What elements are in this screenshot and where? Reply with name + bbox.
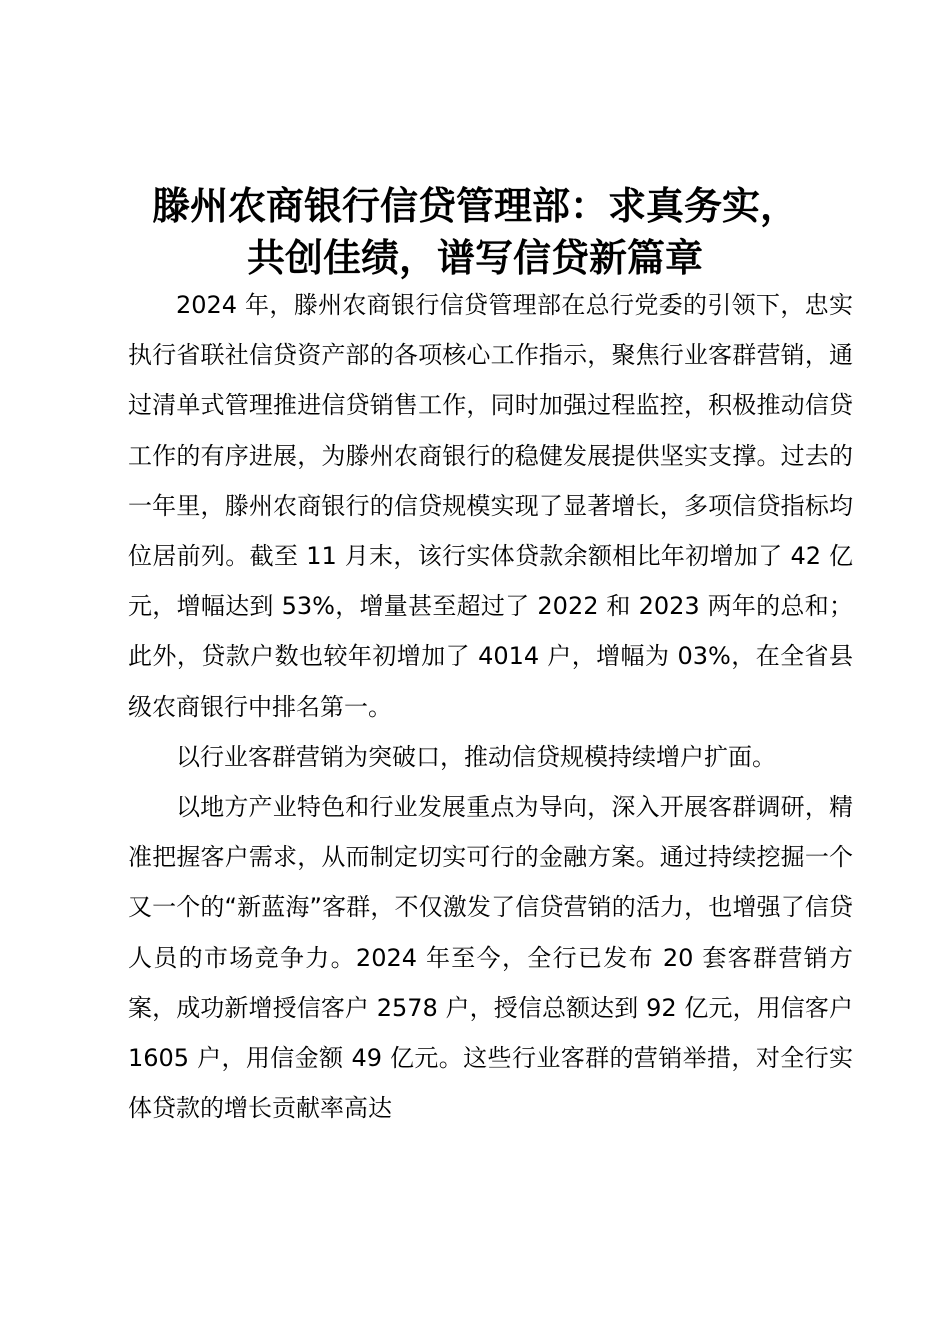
title-line-2: 共创佳绩，谱写信贷新篇章 <box>246 236 703 280</box>
paragraph-heading: 以行业客群营销为突破口，推动信贷规模持续增户扩面。 <box>176 742 776 771</box>
paragraph-overview: 2024 年，滕州农商银行信贷管理部在总行党委的引领下，忠实执行省联社信贷资产部的各项核心工作指示，聚焦行业客群营销，通过清单式管理推进信贷销售工作，同时加强过程监控，积极推动信贷工作的有序进展，为滕州农商银行的稳健发展提供坚实支撑。过去的一年里，滕州农商银行的信贷规模实现了显著增长，多项信贷指标均位居前列。截至 11 月末，该行实体贷款余额相比年初增加了 42 亿元，增幅达到 53%，增量甚至超过了 2022 和 2023 两年的总和；此外，贷款户数也较年初增加了 4014 户，增幅为 03%，在全省县级农商银行中排名第一。 <box>128 291 853 721</box>
paragraph-customer-groups: 以地方产业特色和行业发展重点为导向，深入开展客群调研，精准把握客户需求，从而制定切实可行的金融方案。通过持续挖掘一个又一个的“新蓝海”客群，不仅激发了信贷营销的活力，也增强了信贷人员的市场竞争力。2024 年至今，全行已发布 20 套客群营销方案，成功新增授信客户 2578 户，授信总额达到 92 亿元，用信客户 1605 户，用信金额 49 亿元。这些行业客群的营销举措，对全行实体贷款的增长贡献率高达 <box>128 793 853 1123</box>
title-line-1: 滕州农商银行信贷管理部：求真务实， <box>151 184 798 228</box>
document-body <box>128 280 853 1133</box>
document-title <box>100 180 850 284</box>
